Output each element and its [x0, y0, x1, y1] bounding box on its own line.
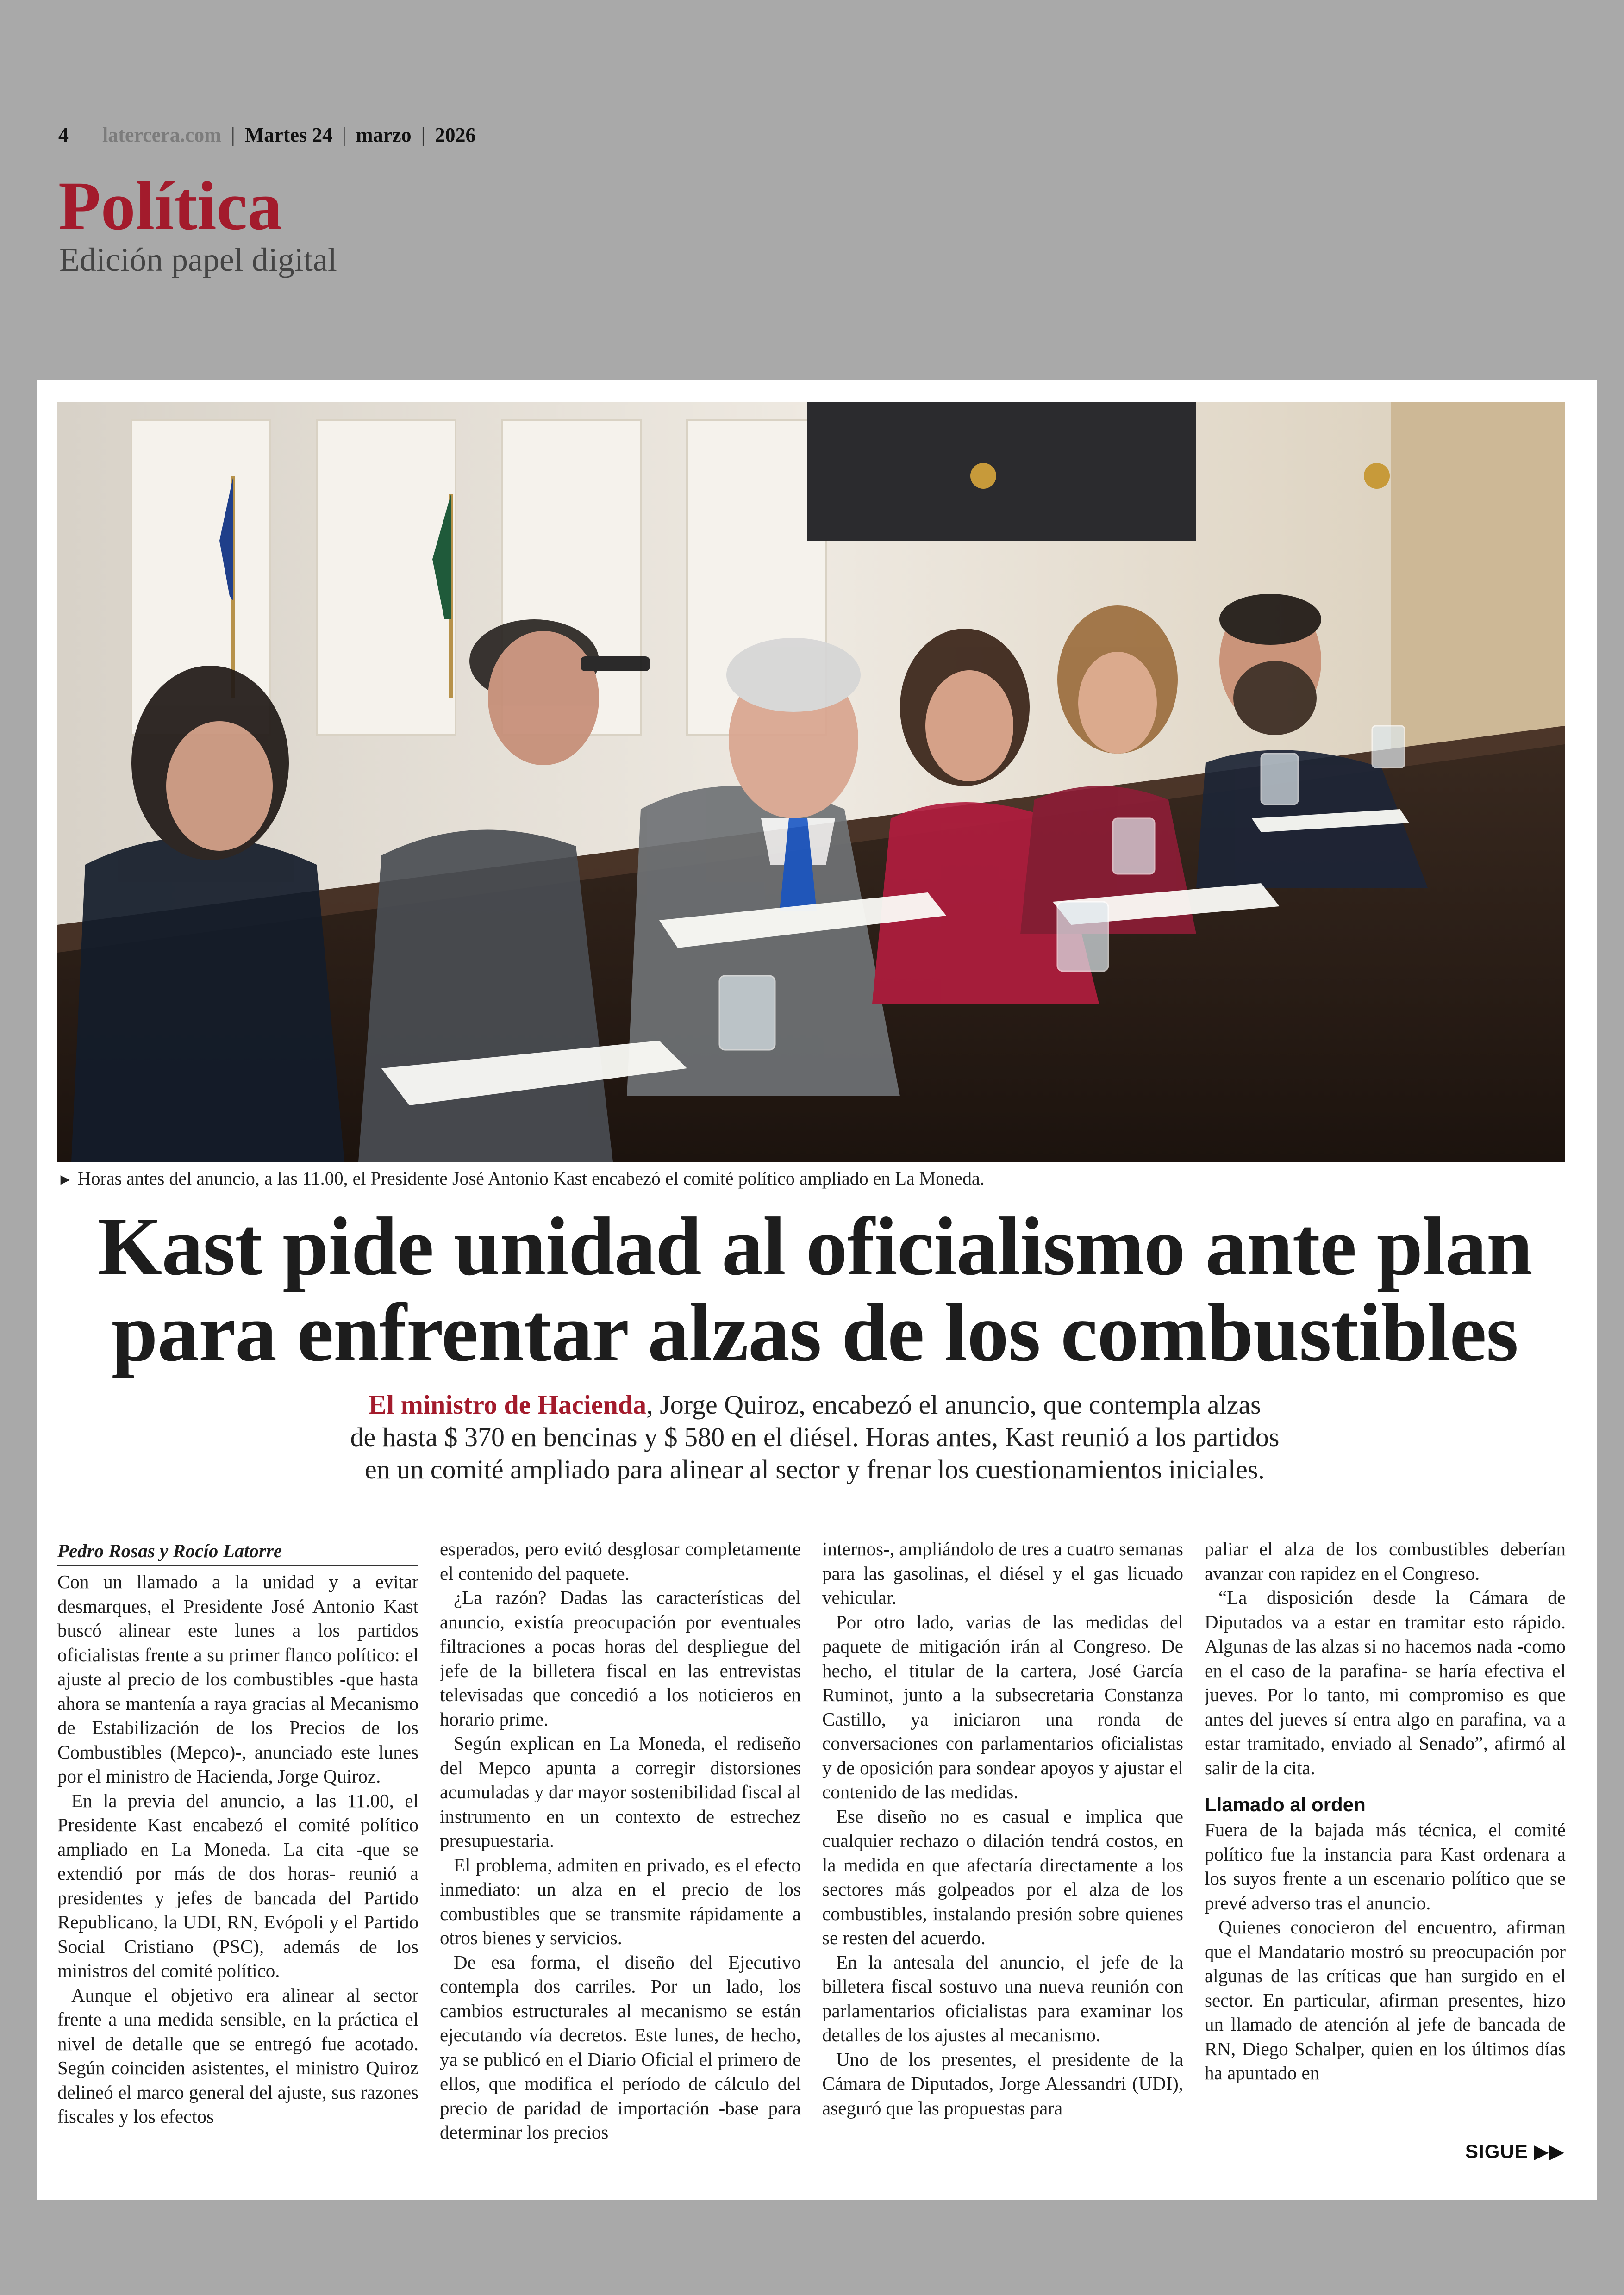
paragraph: En la antesala del anuncio, el jefe de la billetera fiscal sostuvo una nueva reunión con parlamentarios oficialistas para examinar los detalles de los ajustes al mecanismo.: [822, 1951, 1183, 2046]
date-year: 2026: [435, 124, 476, 146]
page-number: 4: [58, 124, 69, 146]
paragraph: Con un llamado a la unidad y a evitar desmarques, el Presidente José Antonio Kast buscó alinear este lunes a los partidos oficialistas frente a su primer flanco político: el ajuste al precio de los combustibles -que hasta ahora se mantenía a raya gracias al Mecanismo de Estabilización de los Precios de los Combustibles (Mepco)-, anunciado este lunes por el ministro de Hacienda, Jorge Quiroz.: [57, 1571, 418, 1787]
section-title: Política: [58, 168, 282, 244]
paragraph: Aunque el objetivo era alinear al sector frente a una medida sensible, en la práctica el nivel de detalle que se entregó fue acotado. Según coinciden asistentes, el ministro Quiroz delineó el marco general del ajuste, sus razones fiscales y los efectos: [57, 1984, 418, 2127]
paragraph: Por otro lado, varias de las medidas del paquete de mitigación irán al Congreso. De hecho, el titular de la cartera, José García Ruminot, junto a la subsecretaria Constanza Castillo, ya iniciaron una ronda de conversaciones con parlamentarios oficialistas y de oposición para sondear apoyos y ajustar el contenido de las medidas.: [822, 1611, 1183, 1802]
paragraph: internos-, ampliándolo de tres a cuatro semanas para las gasolinas, el diésel y el gas licuado vehicular.: [822, 1538, 1183, 1608]
deck: [204, 1389, 1426, 1486]
headline-line-2: para enfrentar alzas de los combustibles: [111, 1286, 1518, 1378]
lead-photo: [57, 402, 1565, 1162]
byline: Pedro Rosas y Rocío Latorre: [57, 1537, 418, 1566]
deck-line-2: de hasta $ 370 en bencinas y $ 580 en el diésel. Horas antes, Kast reunió a los partidos: [350, 1422, 1280, 1452]
column-4: [1205, 1537, 1566, 2180]
column-2: [440, 1537, 801, 2180]
column-3: [822, 1537, 1183, 2180]
paragraph: Según explican en La Moneda, el rediseño del Mepco apunta a corregir distorsiones acumuladas y dar mayor sostenibilidad fiscal al instrumento en un contexto de estrechez presupuestaria.: [440, 1733, 801, 1851]
article-body: [57, 1537, 1565, 2180]
paragraph: Fuera de la bajada más técnica, el comité político fue la instancia para Kast ordenara a los suyos frente a un escenario político que se prevé adverso tras el anuncio.: [1205, 1819, 1566, 1914]
headline: [65, 1200, 1565, 1378]
paragraph: esperados, pero evitó desglosar completamente el contenido del paquete.: [440, 1538, 801, 1584]
page-header: [58, 121, 475, 149]
deck-line-1: , Jorge Quiroz, encabezó el anuncio, que contempla alzas: [646, 1390, 1261, 1420]
paragraph: Ese diseño no es casual e implica que cualquier rechazo o dilación tendrá costos, en la medida en que afectaría directamente a los sectores más golpeados por el alza de los combustibles, instalando presión sobre quienes se resten del acuerdo.: [822, 1805, 1183, 1948]
headline-line-1: Kast pide unidad al oficialismo ante plan: [97, 1200, 1532, 1292]
edition-label: Edición papel digital: [59, 241, 337, 278]
caption-text: Horas antes del anuncio, a las 11.00, el Presidente José Antonio Kast encabezó el comité político ampliado en La Moneda.: [77, 1168, 985, 1189]
paragraph: Quienes conocieron del encuentro, afirman que el Mandatario mostró su preocupación por algunas de las críticas que han surgido en el sector. En particular, afirman presentes, hizo un llamado de atención al jefe de bancada de RN, Diego Schalper, quien en los últimos días ha apuntado en: [1205, 1916, 1566, 2083]
separator: |: [231, 124, 235, 146]
column-1: [57, 1537, 418, 2180]
caption-arrow-icon: ►: [57, 1171, 73, 1188]
paragraph: De esa forma, el diseño del Ejecutivo contempla dos carriles. Por un lado, los cambios estructurales al mecanismo se están ejecutando vía decretos. Este lunes, de hecho, ya se publicó en el Diario Oficial el primero de ellos, que modifica el período de cálculo del precio de paridad de importación -base para determinar los precios: [440, 1951, 801, 2143]
meeting-photo-illustration: [57, 402, 1565, 1162]
paragraph: En la previa del anuncio, a las 11.00, el Presidente Kast encabezó el comité político ampliado en La Moneda. La cita -que se extendió por más de dos horas- reunió a presidentes y jefes de bancada del Partido Republicano, la UDI, RN, Evópoli y el Partido Social Cristiano (PSC), además de los ministros del comité político.: [57, 1790, 418, 1981]
paragraph: “La disposición desde la Cámara de Diputados va a estar en tramitar esto rápido. Algunas de las alzas si no hacemos nada -como en el caso de la parafina- se haría efectiva el jueves. Por lo tanto, mi compromiso es que antes del jueves sí entra algo en parafina, va a estar tramitado, enviado al Senado”, afirmó al salir de la cita.: [1205, 1587, 1566, 1778]
subheading: Llamado al orden: [1205, 1794, 1366, 1815]
paragraph: paliar el alza de los combustibles deberían avanzar con rapidez en el Congreso.: [1205, 1538, 1566, 1584]
photo-caption: [57, 1166, 1565, 1192]
date-day: Martes 24: [244, 124, 333, 146]
deck-line-3: en un comité ampliado para alinear al sector y frenar los cuestionamientos iniciales.: [365, 1454, 1265, 1484]
paragraph: El problema, admiten en privado, es el efecto inmediato: un alza en el precio de los combustibles que se transmite rápidamente a otros bienes y servicios.: [440, 1854, 801, 1948]
paragraph: Uno de los presentes, el presidente de la Cámara de Diputados, Jorge Alessandri (UDI), aseguró que las propuestas para: [822, 2048, 1183, 2119]
separator: |: [421, 124, 425, 146]
paragraph: ¿La razón? Dadas las características del anuncio, existía preocupación por eventuales filtraciones a pocas horas del despliegue del jefe de la billetera fiscal en las entrevistas televisadas que concedió a los noticieros en horario prime.: [440, 1587, 801, 1730]
continue-link[interactable]: SIGUE ▶▶: [1465, 2140, 1565, 2162]
deck-lead: El ministro de Hacienda: [369, 1390, 647, 1420]
date-month: marzo: [356, 124, 412, 146]
newspaper-page: [37, 380, 1597, 2200]
separator: |: [342, 124, 346, 146]
site-name[interactable]: latercera.com: [102, 124, 221, 146]
